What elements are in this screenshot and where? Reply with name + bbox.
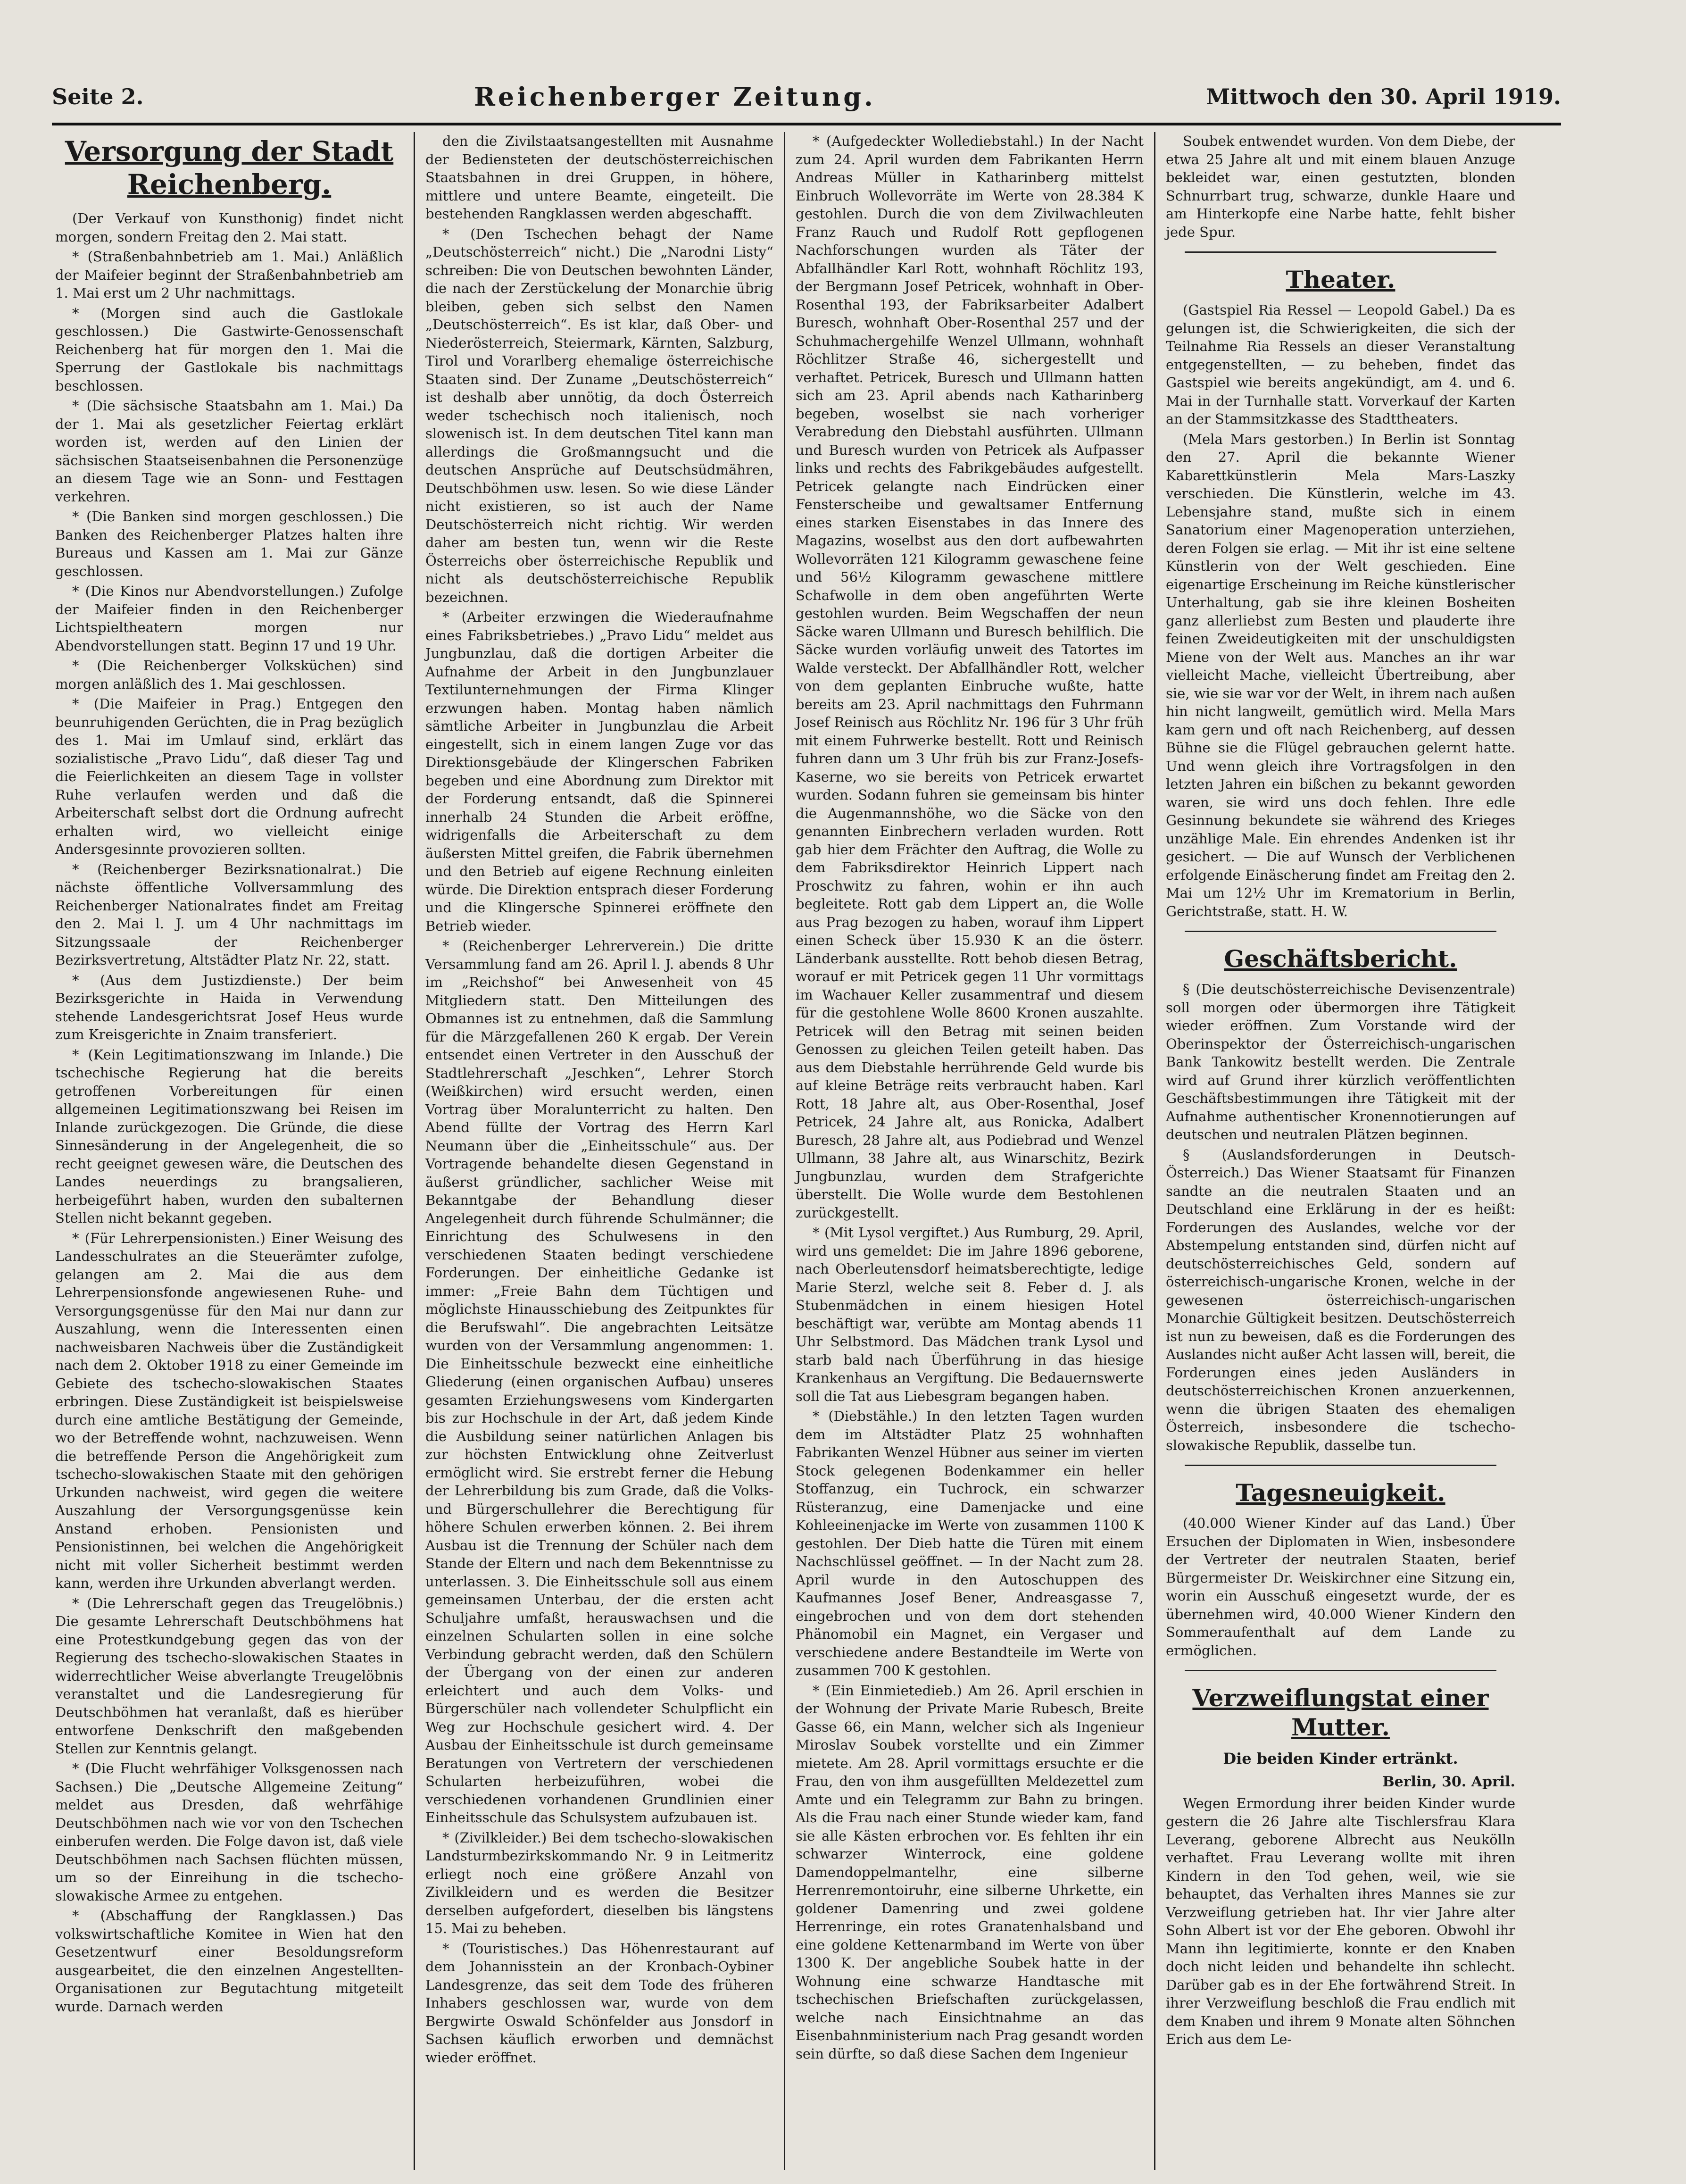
article-paragraph: * (Die Flucht wehrfähiger Volksgenossen nach Sachsen.) Die „Deutsche Allgemeine Zeitung“ meldet aus Dresden, daß wehrfähige Deutschböhmen nach wie vor von den Tschechen einberufen werden. Die Folge davon ist, daß viele Deutschböhmen nach Sachsen flüchten müssen, um so der Einreihung in die tschecho-slowakische Armee zu entgehen. [55,1760,403,1904]
article-paragraph: * (Zivilkleider.) Bei dem tschecho-slowakischen Landsturmbezirkskommando Nr. 9 in Leitmeritz erliegt noch eine größere Anzahl von Zivilkleidern und es werden die Besitzer derselben aufgefordert, dieselben bis längstens 15. Mai zu beheben. [425,1829,773,1936]
section-divider [1185,1670,1496,1671]
article-paragraph: * (Aus dem Justizdienste.) Der beim Bezirksgerichte in Haida in Verwendung stehende Landesgerichtsrat Josef Heus wurde zum Kreisgerichte in Znaim transferiert. [55,972,403,1042]
article-paragraph: (Mela Mars gestorben.) In Berlin ist Sonntag den 27. April die bekannte Wiener Kabarettkünstlerin Mela Mars-Laszky verschieden. Die Künstlerin, welche im 43. Lebensjahre stand, mußte sich in einem Sanatorium einer Magenoperation unterziehen, deren Folgen sie erlag. — Mit ihr ist eine seltene Künstlerin von der Welt geschieden. Eine eigenartige Erscheinung im Reiche künstlerischer Unterhaltung, gab sie ihre kleinen Bosheiten ganz allerliebst zum Besten und plauderte ihre feinen Zweideutigkeiten mit der unschuldigsten Miene von der Welt aus. Manches an ihr war vielleicht Mache, vielleicht Übertreibung, aber sie, wie sie war vor der Welt, in ihrem nach außen hin nicht langweilt, gemütlich wird. Mella Mars kam gern und oft nach Reichenberg, auf dessen Bühne sie die Flügel gebrauchen gelernt hatte. Und wenn gleich ihre Vortragsfolgen in den letzten Jahren ein bißchen zu bekannt geworden waren, sie wird uns doch fehlen. Ihre edle Gesinnung bekundete sie während des Krieges unzählige Male. Ein ehrendes Andenken ist ihr gesichert. — Die auf Wunsch der Verblichenen erfolgende Einäscherung findet am Freitag den 2. Mai um 12½ Uhr im Krematorium in Berlin, Gerichtstraße, statt. H. W. [1166,431,1515,919]
column-2 [415,132,785,2170]
article-dateline: Berlin, 30. April. [1382,1774,1515,1790]
section-heading-news: Tagesneuigkeit. [1236,1479,1445,1507]
continued-article: Soubek entwendet wurden. Von dem Diebe, der etwa 25 Jahre alt und mit einem blauen Anzuge bekleidet war, einen gestutzten, blonden Schnurrbart trug, schwarze, dunkle Haare und am Hinterkopfe eine Narbe hatte, fehlt bisher jede Spur. [1166,133,1515,240]
article-paragraph: (40.000 Wiener Kinder auf das Land.) Über Ersuchen der Diplomaten in Wien, insbesondere der Vertreter der neutralen Staaten, berief Bürgermeister Dr. Weiskirchner eine Sitzung ein, worin ein Ausschuß eingesetzt wurde, der es übernehmen wird, 40.000 Wiener Kindern den Sommeraufenthalt auf dem Lande zu ermöglichen. [1166,1515,1515,1659]
news-articles [1166,1514,1515,1659]
section-heading-theater: Theater. [1286,266,1395,293]
article-paragraph: den die Zivilstaatsangestellten mit Ausnahme der Bediensteten der deutschösterreichischen Staatsbahnen in drei Gruppen, in höhere, mittlere und untere Beamte, eingeteilt. Die bestehenden Rangklassen werden abgeschafft. [425,133,773,222]
article-paragraph: * (Die Lehrerschaft gegen das Treugelöbnis.) Die gesamte Lehrerschaft Deutschböhmens hat eine Protestkundgebung gegen das von der Regierung des tschecho-slowakischen Staates in widerrechtlicher Weise abverlangte Treugelöbnis veranstaltet und die Landesregierung für Deutschböhmen hat veranlaßt, daß es hierüber entworfene Denkschrift den maßgebenden Stellen zur Kenntnis gelangt. [55,1595,403,1757]
col1-articles [55,248,403,2016]
article-paragraph: * (Die Kinos nur Abendvorstellungen.) Zufolge der Maifeier finden in den Reichenberger Lichtspieltheatern morgen nur Abendvorstellungen statt. Beginn 17 und 19 Uhr. [55,583,403,654]
page-number: Seite 2. [52,84,144,109]
col2-articles [425,132,773,2067]
article-paragraph: * (Mit Lysol vergiftet.) Aus Rumburg, 29. April, wird uns gemeldet: Die im Jahre 1896 geborene, nach Oberleutensdorf heimatsberechtigte, ledige Marie Sterzl, welche seit 8. Feber d. J. als Stubenmädchen in einem hiesigen Hotel beschäftigt war, verübte am Montag abends 11 Uhr Selbstmord. Das Mädchen trank Lysol und starb bald nach Überführung in das hiesige Krankenhaus an Vergiftung. Die Bedauernswerte soll die Tat aus Liebesgram begangen haben. [796,1225,1144,1404]
article-paragraph: * (Touristisches.) Das Höhenrestaurant auf dem Johannisstein an der Kronbach-Oybiner Landesgrenze, das seit dem Tode des früheren Inhabers geschlossen war, wurde von dem Bergwirte Oswald Schönfelder aus Jonsdorf in Sachsen käuflich erworben und demnächst wieder eröffnet. [425,1940,773,2066]
section-divider [1185,931,1496,932]
section-divider [1185,1465,1496,1466]
section-heading-supply: Versorgung der Stadt Reichenberg. [65,135,394,200]
article-intro: (Der Verkauf von Kunsthonig) findet nicht morgen, sondern Freitag den 2. Mai statt. [55,210,403,245]
article-paragraph: * (Aufgedeckter Wollediebstahl.) In der Nacht zum 24. April wurden dem Fabrikanten Herrn Andreas Müller in Katharinberg mittelst Einbruch Wollevorräte im Werte von 28.384 K gestohlen. Durch die von dem Zivilwachleuten Franz Rauch und Rudolf Rott gepflogenen Nachforschungen wurden als Täter der Abfallhändler Karl Rott, wohnhaft Röchlitz 193, der Bergmann Josef Petricek, wohnhaft in Ober-Rosenthal 193, der Fabriksarbeiter Adalbert Buresch, wohnhaft Ober-Rosenthal 257 und der Schuhmachergehilfe Wenzel Ullmann, wohnhaft Röchlitzer Straße 46, sichergestellt und verhaftet. Petricek, Buresch und Ullmann hatten sich am 23. April abends nach Katharinberg begeben, woselbst sie nach vorheriger Verabredung den Diebstahl ausführten. Ullmann und Buresch wurden von Petricek als Aufpasser links und rechts des Fabrikgebäudes aufgestellt. Petricek gelangte nach Eindrücken einer Fensterscheibe und gewaltsamer Entfernung eines starken Eisenstabes in das Innere des Magazins, woselbst aus den dort aufbewahrten Wollevorräten 121 Kilogramm gewaschene feine und 56½ Kilogramm gewaschene mittlere Schafwolle in dem oben angeführten Werte gestohlen wurden. Beim Wegschaffen der neun Säcke waren Ullmann und Buresch behilflich. Die Säcke wurden vorläufig unweit des Tatortes im Walde versteckt. Der Abfallhändler Rott, welcher von dem geplanten Einbruche wußte, hatte bereits am 23. April nachmittags den Fuhrmann Josef Reinisch aus Röchlitz Nr. 196 für 3 Uhr früh mit einem Fuhrwerke bestellt. Rott und Reinisch fuhren dann um 3 Uhr früh bis zur Franz-Josefs-Kaserne, wo sie bereits von Petricek erwartet wurden. Sodann fuhren sie gemeinsam bis hinter die Augenmannshöhe, wo die Säcke von den genannten Einbrechern verladen wurden. Rott gab hier dem Frächter den Auftrag, die Wolle zu dem Fabriksdirektor Heinrich Lippert nach Proschwitz zu fahren, wohin er ihn auch begleitete. Rott gab dem Lippert an, die Wolle aus Prag bezogen zu haben, worauf ihm Lippert einen Scheck über 15.930 K an die österr. Länderbank ausstellte. Rott behob diesen Betrag, worauf er mit Petricek gegen 11 Uhr vormittags im Wachauer Keller zusammentraf und diesem für die gestohlene Wolle 8600 Kronen auszahlte. Petricek will den Betrag mit seinen beiden Genossen zu gleichen Teilen geteilt haben. Das aus dem Diebstahle herrührende Geld wurde bis auf kleine Beträge reits verbraucht haben. Karl Rott, 18 Jahre alt, aus Ober-Rosenthal, Josef Petricek, 24 Jahre alt, aus Ronicka, Adalbert Buresch, 28 Jahre alt, aus Podiebrad und Wenzel Ullmann, 38 Jahre alt, aus Winarschitz, Bezirk Jungbunzlau, wurden dem Strafgerichte überstellt. Die Wolle wurde dem Bestohlenen zurückgestellt. [796,133,1144,1221]
article-paragraph: * (Diebstähle.) In den letzten Tagen wurden dem im Altstädter Platz 25 wohnhaften Fabrikanten Wenzel Hübner aus seiner im vierten Stock gelegenen Bodenkammer ein heller Stoffanzug, ein Tuchrock, ein schwarzer Rüsteranzug, eine Damenjacke und eine Kohleeinenjacke im Werte von zusammen 1100 K gestohlen. Der Dieb hatte die Türen mit einem Nachschlüssel geöffnet. — In der Nacht zum 28. April wurde in den Autoschuppen des Kaufmannes Josef Bener, Andreasgasse 7, eingebrochen und von dem dort stehenden Phänomobil ein Magnet, ein Vergaser und verschiedene andere Bestandteile im Werte von zusammen 700 K gestohlen. [796,1408,1144,1678]
column-1 [45,132,415,2170]
column-4 [1155,132,1526,2170]
section-divider [1185,251,1496,253]
col3-articles [796,132,1144,2063]
article-paragraph: * (Die Maifeier in Prag.) Entgegen den beunruhigenden Gerüchten, die in Prag bezüglich des 1. Mai im Umlauf sind, erklärt das sozialistische „Pravo Lidu“, daß dieser Tag und die Feierlichkeiten an diesem Tage in vollster Ruhe verlaufen werden und daß die Arbeiterschaft selbst dort die Ordnung aufrecht erhalten wird, wo vielleicht einige Andersgesinnte provozieren sollten. [55,696,403,857]
article-subheading: Die beiden Kinder ertränkt. [1223,1750,1458,1767]
issue-date: Mittwoch den 30. April 1919. [1206,84,1561,109]
article-paragraph: § (Die deutschösterreichische Devisenzentrale) soll morgen oder übermorgen ihre Tätigkeit wieder eröffnen. Zum Vorstande wird der Oberinspektor der Österreichisch-ungarischen Bank Tankowitz bestellt werden. Die Zentrale wird auf Grund ihrer kürzlich veröffentlichten Geschäftsbestimmungen ihre Tätigkeit mit der Aufnahme authentischer Kronennotierungen auf deutschen und neutralen Plätzen beginnen. [1166,981,1515,1142]
article-paragraph: * (Straßenbahnbetrieb am 1. Mai.) Anläßlich der Maifeier beginnt der Straßenbahnbetrieb am 1. Mai erst um 2 Uhr nachmittags. [55,249,403,301]
article-columns [45,132,1582,2170]
article-body: Wegen Ermordung ihrer beiden Kinder wurde gestern die 26 Jahre alte Tischlersfrau Klara Leverang, geborene Albrecht aus Neukölln verhaftet. Frau Leverang wollte mit ihren Kindern in den Tod gehen, weil, wie sie behauptet, das Verhalten ihres Mannes sie zur Verzweiflung getrieben hat. Ihr vier Jahre alter Sohn Albert ist vor der Ehe geboren. Obwohl ihr Mann ihn legitimierte, konnte er den Knaben doch nicht leiden und behandelte ihn schlecht. Darüber gab es in der Ehe fortwährend Streit. In ihrer Verzweiflung beschloß die Frau endlich mit dem Knaben und ihrem 9 Monate alten Söhnchen Erich aus dem Le- [1166,1795,1515,2047]
section-heading-business: Geschäftsbericht. [1224,945,1457,973]
section-heading-mother: Verzweiflungstat einer Mutter. [1192,1684,1489,1741]
article-paragraph: * (Die Banken sind morgen geschlossen.) Die Banken des Reichenberger Platzes halten ihre Bureaus und Kassen am 1. Mai zur Gänze geschlossen. [55,508,403,579]
article-paragraph: * (Für Lehrerpensionisten.) Einer Weisung des Landesschulrates an die Steuerämter zufolge, gelangen am 2. Mai die aus dem Lehrerpensionsfonde angewiesenen Ruhe- und Versorgungsgenüsse für den Mai nur dann zur Auszahlung, wenn die Interessenten einen nachweisbaren Nachweis über die Zuständigkeit nach dem 2. Oktober 1918 zu einer Gemeinde im Gebiete des tschecho-slowakischen Staates erbringen. Diese Zuständigkeit ist beispielsweise durch eine amtliche Bestätigung der Gemeinde, wo der Betreffende wohnt, nachzuweisen. Wenn die betreffende Person die Angehörigkeit zum tschecho-slowakischen Staate mit den gehörigen Urkunden nachweist, wird gegen die weitere Auszahlung der Versorgungsgenüsse kein Anstand erhoben. Pensionisten und Pensionistinnen, bei welchen die Angehörigkeit nicht mit voller Sicherheit bestimmt werden kann, werden ihre Urkunden abverlangt werden. [55,1230,403,1591]
article-paragraph: * (Die sächsische Staatsbahn am 1. Mai.) Da der 1. Mai als gesetzlicher Feiertag erklärt worden ist, werden auf den Linien der sächsischen Staatseisenbahnen die Personenzüge an diesem Tage wie an Sonn- und Festtagen verkehren. [55,398,403,505]
article-paragraph: § (Auslandsforderungen in Deutsch-Österreich.) Das Wiener Staatsamt für Finanzen sandte an die neutralen Staaten und an Deutschland eine Erklärung in der es heißt: Forderungen des Auslandes, welche vor der Abstempelung entstanden sind, dürfen nicht auf deutschösterreichisches Geld, sondern auf österreichisch-ungarische Kronen, welche in der gewesenen österreichisch-ungarischen Monarchie Gültigkeit besitzen. Deutschösterreich ist nun zu beweisen, daß es die Forderungen des Auslandes nicht außer Acht lassen will, bereit, die Forderungen eines jeden Ausländers in deutschösterreichischen Kronen anzuerkennen, wenn die übrigen Staaten des ehemaligen Österreich, insbesondere die tschecho-slowakische Republik, dasselbe tun. [1166,1146,1515,1453]
column-3 [785,132,1155,2170]
article-paragraph: * (Kein Legitimationszwang im Inlande.) Die tschechische Regierung hat die bereits getroffenen Vorbereitungen für einen allgemeinen Legitimationszwang bei Reisen im Inlande zurückgezogen. Die Gründe, die diese Sinnesänderung in der Angelegenheit, die so recht geeignet gewesen wäre, die Deutschen des Landes neuerdings zu brangsalieren, herbeigeführt haben, wurden den subalternen Stellen nicht bekannt gegeben. [55,1046,403,1226]
article-paragraph: * (Abschaffung der Rangklassen.) Das volkswirtschaftliche Komitee in Wien hat den Gesetzentwurf einer Besoldungsreform ausgearbeitet, die den einzelnen Angestellten-Organisationen zur Begutachtung mitgeteilt wurde. Darnach werden [55,1908,403,2015]
article-paragraph: * (Die Reichenberger Volksküchen) sind morgen anläßlich des 1. Mai geschlossen. [55,658,403,692]
theater-articles [1166,301,1515,920]
article-paragraph: * (Reichenberger Lehrerverein.) Die dritte Versammlung fand am 26. April l. J. abends 8 Uhr im „Reichshof“ bei Anwesenheit von 45 Mitgliedern statt. Den Mitteilungen des Obmannes ist zu entnehmen, daß die Sammlung für die Märzgefallenen 260 K ergab. Der Verein entsendet einen Vertreter in den Ausschuß der Stadtlehrerschaft „Jeschken“, Lehrer Storch (Weißkirchen) wird ersucht werden, einen Vortrag über Moralunterricht zu halten. Den Abend füllte der Vortrag des Herrn Karl Neumann über die „Einheitsschule“ aus. Der Vortragende behandelte diesen Gegenstand in äußerst gründlicher, sachlicher Weise mit Bekanntgabe der Behandlung dieser Angelegenheit durch führende Schulmänner; die Einrichtung des Schulwesens in den verschiedenen Staaten bedingt verschiedene Forderungen. Der einheitliche Gedanke ist immer: „Freie Bahn dem Tüchtigen und möglichste Hinausschiebung des Zeitpunktes für die Berufswahl“. Die angebrachten Leitsätze wurden von der Versammlung angenommen: 1. Die Einheitsschule bezweckt eine einheitliche Gliederung (einen organischen Aufbau) unseres gesamten Erziehungswesens vom Kindergarten bis zur Hochschule in der Art, daß jedem Kinde die Ausbildung seiner natürlichen Anlagen bis zur höchsten Entwicklung ohne Zeitverlust ermöglicht wird. Sie erstrebt ferner die Hebung der Lehrerbildung bis zum Grade, daß die Volks- und Bürgerschullehrer die Berechtigung für höhere Schulen erwerben können. 2. Bei ihrem Ausbau ist die Trennung der Schüler nach dem Stande der Eltern und nach dem Bekenntnisse zu unterlassen. 3. Die Einheitsschule soll aus einem gemeinsamen Unterbau, der die ersten acht Schuljahre umfaßt, herauswachsen und die einzelnen Schularten sollen in eine solche Verbindung gebracht werden, daß den Schülern der Übergang von der einen zur anderen erleichtert und auch dem Volks- und Bürgerschüler nach vollendeter Schulpflicht ein Weg zur Hochschule gesichert wird. 4. Der Ausbau der Einheitsschule ist durch gemeinsame Beratungen von Vertretern der verschiedenen Schularten herbeizuführen, wobei die verschiedenen vorhandenen Grundlinien einer Einheitsschule das Schulsystem aufzubauen ist. [425,938,773,1826]
article-paragraph: * (Morgen sind auch die Gastlokale geschlossen.) Die Gastwirte-Genossenschaft Reichenberg hat für morgen den 1. Mai die Sperrung der Gastlokale bis nachmittags beschlossen. [55,305,403,394]
masthead [52,71,1561,125]
business-articles [1166,980,1515,1454]
newspaper-title: Reichenberger Zeitung. [474,82,876,112]
article-paragraph: (Gastspiel Ria Ressel — Leopold Gabel.) Da es gelungen ist, die Schwierigkeiten, die sich der Teilnahme Ria Ressels an dieser Veranstaltung entgegenstellten, — zu beheben, findet das Gastspiel wie bereits angekündigt, am 4. und 6. Mai in der Turnhalle statt. Vorverkauf der Karten an der Stammsitzkasse des Stadttheaters. [1166,302,1515,427]
article-paragraph: * (Ein Einmietedieb.) Am 26. April erschien in der Wohnung der Private Marie Rubesch, Breite Gasse 66, ein Mann, welcher sich als Ingenieur Miroslav Soubek vorstellte und ein Zimmer mietete. Am 28. April vormittags ersuchte er die Frau, den von ihm ausgefüllten Meldezettel zum Amte und ein Telegramm zur Bahn zu bringen. Als die Frau nach einer Stunde wieder kam, fand sie alle Kästen erbrochen vor. Es fehlten ihr ein schwarzer Winterrock, eine goldene Damendoppelmantelhr, eine silberne Herrenremontoiruhr, eine silberne Uhrkette, ein goldener Damenring und zwei goldene Herrenringe, ein rotes Granatenhalsband und eine goldene Kettenarmband im Werte von über 1300 K. Der angebliche Soubek hatte in der Wohnung eine schwarze Handtasche mit tschechischen Briefschaften zurückgelassen, welche nach Einsichtnahme an das Eisenbahnministerium nach Prag gesandt worden sein dürfte, so daß diese Sachen dem Ingenieur [796,1682,1144,2062]
article-paragraph: * (Arbeiter erzwingen die Wiederaufnahme eines Fabriksbetriebes.) „Pravo Lidu“ meldet aus Jungbunzlau, daß die dortigen Arbeiter die Aufnahme der Arbeit in den Jungbunzlauer Textilunternehmungen der Firma Klinger erzwungen haben. Montag haben nämlich sämtliche Arbeiter in Jungbunzlau die Arbeit eingestellt, sich in einem langen Zuge vor das Direktionsgebäude der Klingerschen Fabriken begeben und eine Abordnung zum Direktor mit der Forderung entsandt, daß die Spinnerei innerhalb 24 Stunden die Arbeit eröffne, widrigenfalls die Arbeiterschaft zu dem äußersten Mittel greifen, die Fabrik übernehmen und den Betrieb auf eigene Rechnung einleiten würde. Die Direktion entsprach dieser Forderung und die Klingersche Spinnerei eröffnete den Betrieb wieder. [425,609,773,934]
article-paragraph: * (Reichenberger Bezirksnationalrat.) Die nächste öffentliche Vollversammlung des Reichenberger Nationalrates findet am Freitag den 2. Mai l. J. um 4 Uhr nachmittags im Sitzungssaale der Reichenberger Bezirksvertretung, Altstädter Platz Nr. 22, statt. [55,861,403,968]
article-paragraph: * (Den Tschechen behagt der Name „Deutschösterreich“ nicht.) Die „Narodni Listy“ schreiben: Die von Deutschen bewohnten Länder, die nach der Zerstückelung der Monarchie übrig bleiben, geben sich selbst den Namen „Deutschösterreich“. Es ist klar, daß Ober- und Niederösterreich, Steiermark, Kärnten, Salzburg, Tirol und Vorarlberg ehemalige österreichische Staaten sind. Der Zuname „Deutschösterreich“ ist deshalb aber unnötig, da doch Österreich weder tschechisch noch italienisch, noch slowenisch ist. In dem deutschen Titel kann man allerdings die Großmanngsucht und die deutschen Ansprüche auf Deutschsüdmähren, Deutschböhmen usw. lesen. So wie diese Länder nicht existieren, so ist auch der Name Deutschösterreich nicht richtig. Wir werden daher am besten tun, wenn wir die Reste Österreichs ober österreichische Republik und nicht als deutschösterreichische Republik bezeichnen. [425,225,773,605]
